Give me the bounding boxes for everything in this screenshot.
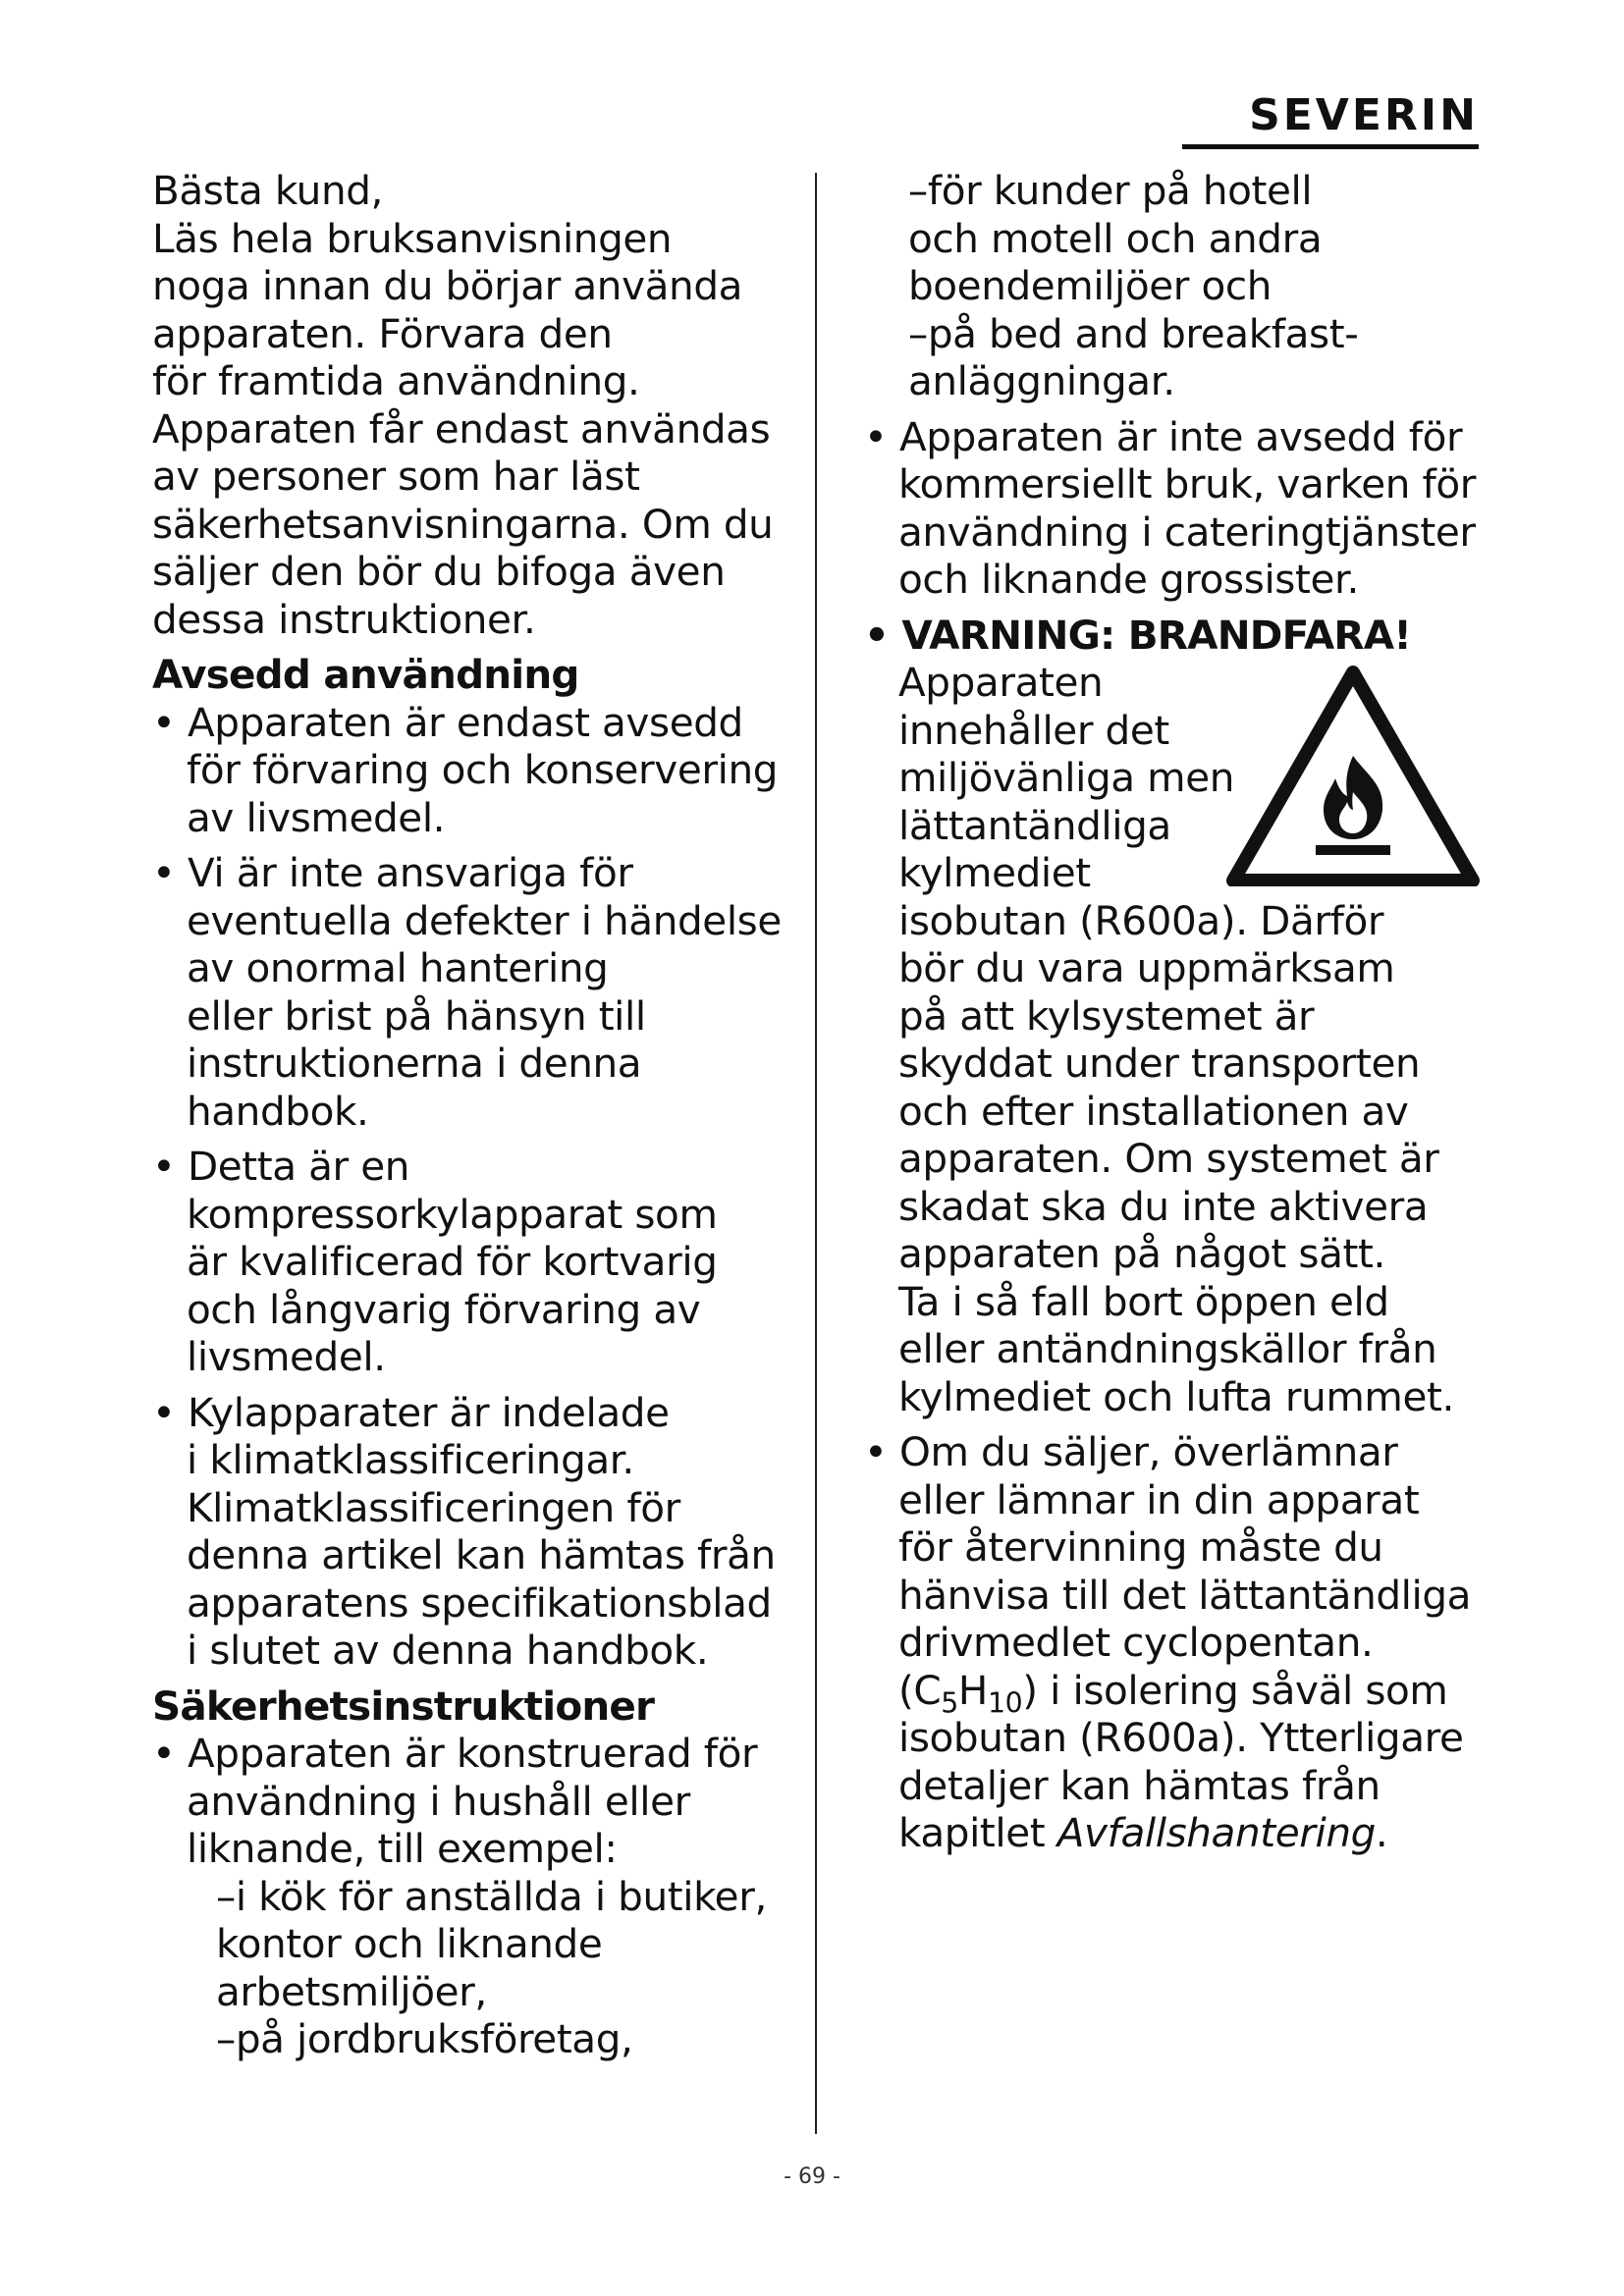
last-suffix: .: [1375, 1809, 1388, 1856]
sub-line: –på bed and breakfast-: [908, 309, 1359, 357]
sub-item: [864, 310, 1502, 405]
warning-line: på att kylsystemet är: [898, 991, 1315, 1040]
intro-line: Bästa kund,: [152, 167, 384, 214]
formula-sub-10: 10: [987, 1686, 1023, 1719]
warning-line: lättantändliga: [898, 801, 1171, 849]
warning-line: skadat ska du inte aktivera: [898, 1182, 1429, 1230]
bullet-line: användning i cateringtjänster: [898, 507, 1476, 556]
bullet-line: instruktionerna i denna: [187, 1040, 642, 1087]
bullet-line: • Detta är en: [152, 1143, 410, 1190]
intro-paragraph: [152, 167, 800, 643]
warning-line: bör du vara uppmärksam: [898, 944, 1395, 991]
sub-line: arbetsmiljöer,: [216, 1967, 487, 2015]
warning-line: Apparaten: [898, 659, 1104, 706]
warning-line: kylmediet och lufta rummet.: [898, 1372, 1454, 1420]
bullet-line: eventuella defekter i händelse: [187, 896, 782, 944]
formula-h: H: [957, 1666, 988, 1714]
intro-line: säljer den bör du bifoga även: [152, 548, 726, 595]
left-column: [152, 167, 800, 2063]
intro-line: av personer som har läst: [152, 453, 640, 500]
section-heading-safety: Säkerhetsinstruktioner: [152, 1682, 655, 1730]
bullet-item: [152, 1143, 800, 1381]
intro-line: Läs hela bruksanvisningen: [152, 214, 673, 262]
warning-line: miljövänliga men: [898, 754, 1234, 801]
intro-line: för framtida användning.: [152, 357, 640, 404]
bullet-line: • Kylapparater är indelade: [152, 1388, 670, 1436]
warning-line: apparaten på något sätt.: [898, 1230, 1385, 1277]
sub-line: anläggningar.: [908, 357, 1175, 404]
formula-sub-5: 5: [941, 1686, 958, 1719]
bullet-line: • Apparaten är inte avsedd för: [864, 412, 1463, 460]
bullet-line: livsmedel.: [187, 1333, 386, 1380]
bullet-line: användning i hushåll eller: [187, 1777, 690, 1825]
bullet-line: • Apparaten är endast avsedd: [152, 698, 743, 746]
sub-line: och motell och andra: [908, 214, 1323, 262]
bullet-line: av livsmedel.: [187, 793, 446, 841]
bullet-line: för förvaring och konservering: [187, 746, 779, 793]
intro-line: Apparaten får endast användas: [152, 404, 771, 453]
formula-open: (C: [898, 1666, 942, 1714]
bullet-item: [864, 413, 1502, 604]
bullet-line: detaljer kan hämtas från: [898, 1761, 1380, 1809]
sub-line: boendemiljöer och: [908, 262, 1272, 309]
sub-item: [152, 2015, 800, 2063]
column-divider: [815, 173, 817, 2134]
formula-rest: ) i isolering såväl som: [1022, 1666, 1448, 1714]
bullet-item: [152, 1389, 800, 1675]
bullet-line: i klimatklassificeringar.: [187, 1436, 634, 1483]
bullet-line: drivmedlet cyclopentan.: [898, 1619, 1374, 1666]
section-heading-intended-use: Avsedd användning: [152, 651, 579, 698]
sub-item: [864, 167, 1502, 310]
bullet-line: Klimatklassificeringen för: [187, 1483, 680, 1531]
bullet-line: i slutet av denna handbok.: [187, 1627, 709, 1674]
intro-line: dessa instruktioner.: [152, 595, 536, 643]
formula-line: [864, 1666, 1502, 1719]
warning-title: • VARNING: BRANDFARA!: [864, 611, 1411, 659]
bullet-line: denna artikel kan hämtas från: [187, 1531, 776, 1578]
bullet-line: • Vi är inte ansvariga för: [152, 849, 633, 896]
sub-line: kontor och liknande: [216, 1920, 603, 1967]
sub-line: –för kunder på hotell: [908, 167, 1313, 214]
bullet-line: isobutan (R600a). Ytterligare: [898, 1714, 1464, 1761]
brand-logo: SEVERIN: [1182, 88, 1479, 149]
bullet-line: hänvisa till det lättantändliga: [898, 1571, 1472, 1619]
warning-line: och efter installationen av: [898, 1087, 1409, 1135]
bullet-item: [152, 849, 800, 1135]
warning-line: apparaten. Om systemet är: [898, 1135, 1439, 1182]
warning-line: eller antändningskällor från: [898, 1325, 1437, 1372]
bullet-item: [152, 699, 800, 842]
bullet-line: eller brist på hänsyn till: [187, 991, 646, 1040]
sub-item: [152, 1873, 800, 2016]
bullet-line: • Apparaten är konstruerad för: [152, 1730, 758, 1777]
sub-line: –i kök för anställda i butiker,: [216, 1872, 767, 1920]
bullet-line: • Om du säljer, överlämnar: [864, 1428, 1398, 1475]
bullet-line: kompressorkylapparat som: [187, 1190, 718, 1238]
bullet-item: [152, 1730, 800, 1873]
flammable-warning-icon: [1225, 663, 1481, 886]
right-column: [864, 167, 1502, 1857]
bullet-line: apparatens specifikationsblad: [187, 1578, 772, 1627]
warning-line: skyddat under transporten: [898, 1040, 1421, 1087]
bullet-line: handbok.: [187, 1087, 369, 1135]
bullet-line: kommersiellt bruk, varken för: [898, 460, 1477, 507]
warning-line: innehåller det: [898, 706, 1169, 754]
bullet-line: eller lämnar in din apparat: [898, 1475, 1420, 1523]
chapter-reference: Avfallshantering: [1056, 1809, 1376, 1856]
bullet-line: liknande, till exempel:: [187, 1825, 618, 1872]
sub-line: –på jordbruksföretag,: [216, 2015, 633, 2062]
warning-line: isobutan (R600a). Därför: [898, 896, 1384, 944]
page-number: - 69 -: [784, 2164, 840, 2189]
intro-line: apparaten. Förvara den: [152, 309, 613, 357]
bullet-line: och liknande grossister.: [898, 556, 1360, 603]
bullet-line: av onormal hantering: [187, 944, 609, 991]
intro-line: noga innan du börjar använda: [152, 262, 743, 309]
warning-line: Ta i så fall bort öppen eld: [898, 1277, 1389, 1325]
intro-line: säkerhetsanvisningarna. Om du: [152, 500, 774, 548]
warning-line: kylmediet: [898, 849, 1091, 896]
last-line: [864, 1809, 1502, 1857]
bullet-line: för återvinning måste du: [898, 1523, 1383, 1571]
bullet-item: [864, 1428, 1502, 1857]
last-prefix: kapitlet: [898, 1809, 1057, 1856]
bullet-line: och långvarig förvaring av: [187, 1285, 701, 1333]
bullet-line: är kvalificerad för kortvarig: [187, 1238, 718, 1285]
